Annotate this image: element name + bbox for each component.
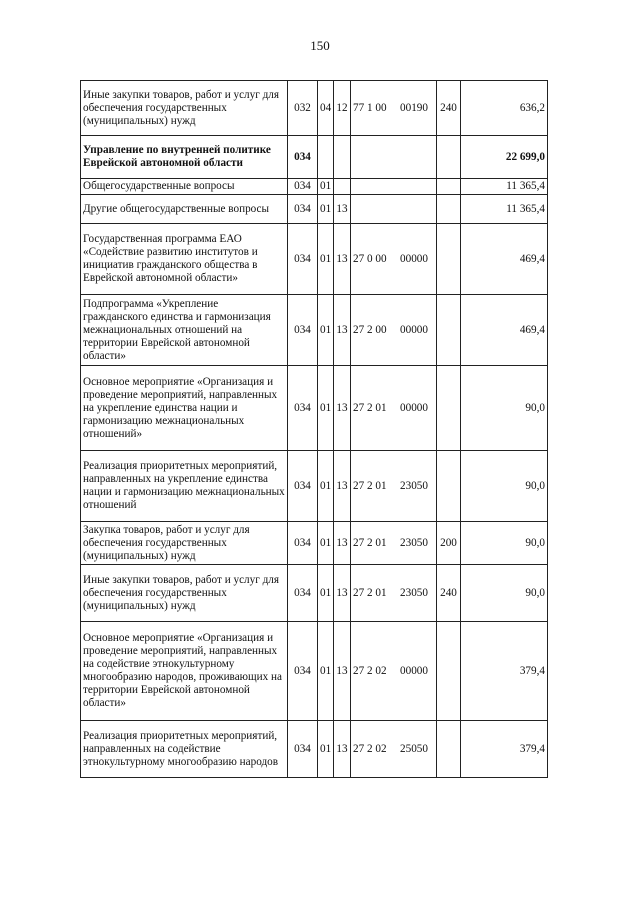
row-ved-cell: 034 — [288, 195, 318, 224]
row-dir-code: 00000 — [400, 323, 428, 336]
row-pr-cell: 13 — [334, 622, 351, 721]
row-vr-cell — [437, 366, 461, 451]
row-target-cell — [351, 451, 437, 522]
table-row — [81, 295, 548, 366]
row-name-cell: Основное мероприятие «Организация и проведение мероприятий, направленных на укрепление единства нации и гармонизацию межнациональных отношений» — [81, 366, 288, 451]
row-pr-cell: 13 — [334, 565, 351, 622]
row-vr-cell — [437, 195, 461, 224]
row-pr-cell: 13 — [334, 451, 351, 522]
row-vr-cell — [437, 224, 461, 295]
row-rz-cell: 01 — [318, 451, 334, 522]
row-rz-cell: 01 — [318, 366, 334, 451]
row-dir-code: 00000 — [400, 401, 428, 414]
row-name-cell: Другие общегосударственные вопросы — [81, 195, 288, 224]
row-amount-cell: 469,4 — [461, 295, 548, 366]
row-rz-cell: 01 — [318, 721, 334, 778]
row-pr-cell: 13 — [334, 224, 351, 295]
row-ved-cell: 034 — [288, 295, 318, 366]
row-name-cell: Подпрограмма «Укрепление гражданского единства и гармонизация межнациональных отношений на территории Еврейской автономной области» — [81, 295, 288, 366]
row-ved-cell: 034 — [288, 721, 318, 778]
row-prog-code: 27 0 00 — [353, 252, 387, 265]
row-name-cell: Иные закупки товаров, работ и услуг для обеспечения государственных (муниципальных) нужд — [81, 565, 288, 622]
row-dir-code: 23050 — [400, 536, 428, 549]
table-row — [81, 522, 548, 565]
row-pr-cell: 13 — [334, 195, 351, 224]
row-target-cell — [351, 721, 437, 778]
row-dir-code: 23050 — [400, 479, 428, 492]
row-name-cell: Государственная программа ЕАО «Содействие развитию институтов и инициатив гражданского общества в Еврейской автономной области» — [81, 224, 288, 295]
row-target-cell — [351, 81, 437, 136]
row-amount-cell: 379,4 — [461, 622, 548, 721]
row-amount-cell: 22 699,0 — [461, 136, 548, 179]
row-vr-cell: 240 — [437, 81, 461, 136]
row-amount-cell: 636,2 — [461, 81, 548, 136]
row-rz-cell: 01 — [318, 195, 334, 224]
table-row — [81, 622, 548, 721]
row-ved-cell: 034 — [288, 366, 318, 451]
row-target-cell — [351, 224, 437, 295]
row-prog-code: 27 2 01 — [353, 586, 387, 599]
row-vr-cell: 240 — [437, 565, 461, 622]
row-dir-code: 25050 — [400, 742, 428, 755]
row-vr-cell: 200 — [437, 522, 461, 565]
row-vr-cell — [437, 136, 461, 179]
row-prog-code: 77 1 00 — [353, 101, 387, 114]
row-pr-cell: 13 — [334, 366, 351, 451]
row-vr-cell — [437, 295, 461, 366]
row-name-cell: Иные закупки товаров, работ и услуг для обеспечения государственных (муниципальных) нужд — [81, 81, 288, 136]
row-pr-cell — [334, 136, 351, 179]
row-ved-cell: 034 — [288, 179, 318, 195]
table-row — [81, 366, 548, 451]
row-rz-cell: 01 — [318, 622, 334, 721]
row-target-cell — [351, 295, 437, 366]
row-name-cell: Управление по внутренней политике Еврейской автономной области — [81, 136, 288, 179]
row-vr-cell — [437, 622, 461, 721]
row-target-cell — [351, 622, 437, 721]
page-number: 150 — [310, 38, 330, 53]
row-rz-cell: 01 — [318, 522, 334, 565]
row-target-cell — [351, 366, 437, 451]
row-prog-code: 27 2 01 — [353, 401, 387, 414]
row-prog-code: 27 2 02 — [353, 664, 387, 677]
row-rz-cell: 04 — [318, 81, 334, 136]
row-ved-cell: 034 — [288, 136, 318, 179]
row-dir-code: 23050 — [400, 586, 428, 599]
table-row — [81, 224, 548, 295]
row-name-cell: Реализация приоритетных мероприятий, направленных на содействие этнокультурному многообразию народов — [81, 721, 288, 778]
row-target-cell — [351, 179, 437, 195]
row-amount-cell: 90,0 — [461, 366, 548, 451]
row-rz-cell: 01 — [318, 224, 334, 295]
row-vr-cell — [437, 179, 461, 195]
table-row — [81, 136, 548, 179]
row-ved-cell: 034 — [288, 622, 318, 721]
row-prog-code: 27 2 01 — [353, 536, 387, 549]
row-ved-cell: 034 — [288, 451, 318, 522]
row-ved-cell: 032 — [288, 81, 318, 136]
row-ved-cell: 034 — [288, 565, 318, 622]
row-vr-cell — [437, 451, 461, 522]
table-row — [81, 195, 548, 224]
row-name-cell: Общегосударственные вопросы — [81, 179, 288, 195]
row-pr-cell: 13 — [334, 522, 351, 565]
row-target-cell — [351, 195, 437, 224]
table-row — [81, 179, 548, 195]
row-target-cell — [351, 136, 437, 179]
row-pr-cell: 12 — [334, 81, 351, 136]
row-name-cell: Закупка товаров, работ и услуг для обеспечения государственных (муниципальных) нужд — [81, 522, 288, 565]
row-rz-cell: 01 — [318, 179, 334, 195]
row-rz-cell: 01 — [318, 295, 334, 366]
row-amount-cell: 11 365,4 — [461, 195, 548, 224]
row-rz-cell: 01 — [318, 565, 334, 622]
row-name-cell: Основное мероприятие «Организация и проведение мероприятий, направленных на содействие этнокультурному многообразию народов, проживающих на территории Еврейской автономной области» — [81, 622, 288, 721]
row-amount-cell: 90,0 — [461, 451, 548, 522]
budget-table — [80, 80, 548, 778]
row-pr-cell — [334, 179, 351, 195]
table-row — [81, 565, 548, 622]
row-target-cell — [351, 522, 437, 565]
row-name-cell: Реализация приоритетных мероприятий, направленных на укрепление единства нации и гармонизацию межнациональных отношений — [81, 451, 288, 522]
row-dir-code: 00000 — [400, 664, 428, 677]
budget-table-body — [81, 81, 548, 778]
row-amount-cell: 90,0 — [461, 522, 548, 565]
row-dir-code: 00000 — [400, 252, 428, 265]
row-prog-code: 27 2 01 — [353, 479, 387, 492]
row-amount-cell: 379,4 — [461, 721, 548, 778]
row-amount-cell: 90,0 — [461, 565, 548, 622]
row-amount-cell: 11 365,4 — [461, 179, 548, 195]
row-dir-code: 00190 — [400, 101, 428, 114]
row-target-cell — [351, 565, 437, 622]
row-ved-cell: 034 — [288, 522, 318, 565]
table-row — [81, 721, 548, 778]
row-amount-cell: 469,4 — [461, 224, 548, 295]
row-pr-cell: 13 — [334, 721, 351, 778]
row-prog-code: 27 2 00 — [353, 323, 387, 336]
table-row — [81, 81, 548, 136]
row-vr-cell — [437, 721, 461, 778]
row-prog-code: 27 2 02 — [353, 742, 387, 755]
row-pr-cell: 13 — [334, 295, 351, 366]
row-rz-cell — [318, 136, 334, 179]
row-ved-cell: 034 — [288, 224, 318, 295]
table-row — [81, 451, 548, 522]
